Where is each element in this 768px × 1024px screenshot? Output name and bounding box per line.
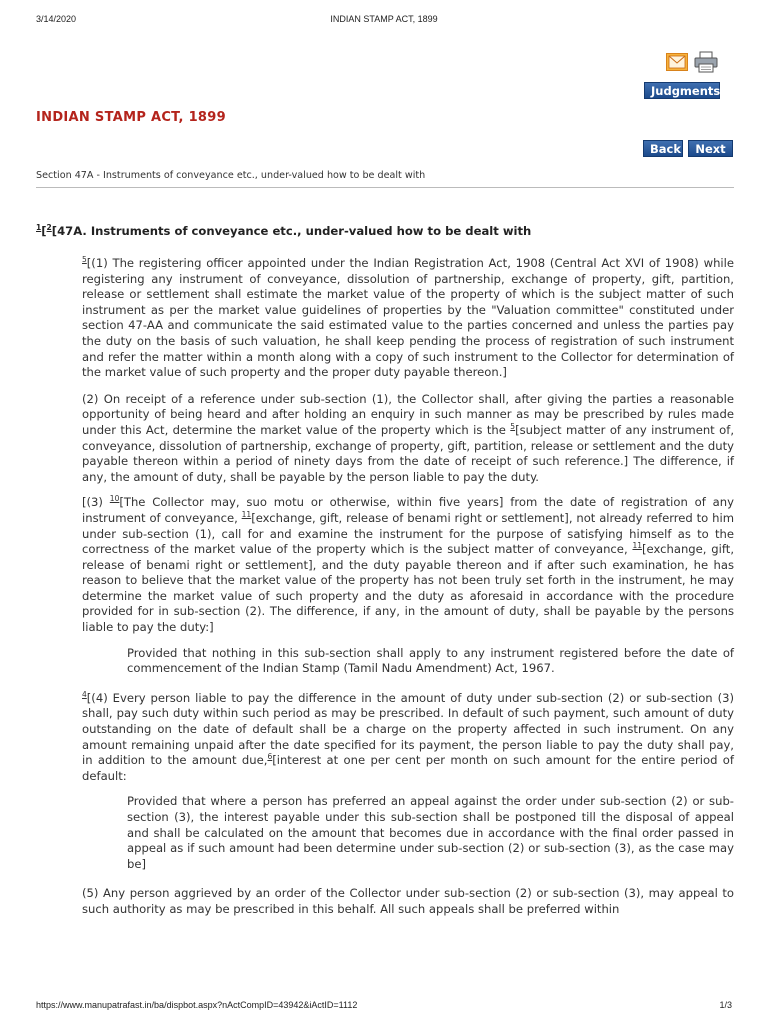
print-header [36,14,732,28]
print-icon[interactable] [694,51,718,73]
sub-section-3 [82,495,734,635]
back-button[interactable]: Back [643,140,683,157]
footnote-link[interactable]: 5 [510,422,516,432]
email-icon[interactable] [666,53,688,71]
footnote-link[interactable]: 1 [36,223,42,233]
print-title: INDIAN STAMP ACT, 1899 [330,14,438,24]
bracket: [ [41,224,47,238]
footnote-link[interactable]: 11 [632,541,643,551]
sub-section-1 [82,256,734,381]
print-footer [36,1000,732,1014]
divider [36,187,734,188]
print-date: 3/14/2020 [36,14,77,24]
paragraph-text: [exchange, gift, release of benami right or settlement], not already referred to him under sub-section (1), call for and examine the instrument for the purpose of satisfying himself as to the correctness of the market value of the property which is the subject matter of conveyance, [82,510,734,557]
footnote-link[interactable]: 5 [82,255,87,265]
bracket: [ [51,224,58,238]
sub-section-5: (5) Any person aggrieved by an order of the Collector under sub-section (2) or sub-section (3), may appeal to such authority as may be prescribed in this behalf. All such appeals shall be preferred within [82,886,734,916]
sub-section-4 [82,691,734,785]
paragraph-text: [exchange, gift, release of benami right or settlement], and the duty payable thereon and if after such examination, he has reason to believe that the market value of the property has not been truly set forth in the instrument, he may determine the market value of such property and the duty as aforesaid in accordance with the procedure provided for in sub-section (2). The difference, if any, in the amount of duty, shall be payable by the persons liable to pay the duty:] [82,542,734,635]
paragraph-text: [interest at one per cent per month on such amount for the entire period of default: [82,753,734,783]
page-number: 1/3 [719,1000,732,1010]
footnote-link[interactable]: 6 [267,752,273,762]
paragraph-text: [(1) The registering officer appointed under the Indian Registration Act, 1908 (Central Act XVI of 1908) while registering any instrument of conveyance, dissolution of partnership, exchange of property, gift, partition, release or settlement shall estimate the market value of the property of which is the subject matter of such instrument as per the market value guidelines of properties by the "Valuation committee" constituted under section 47-AA and communicate the said estimated value to the parties concerned and unless the parties pay the duty on the basis of such valuation, he shall keep pending the process of registration of such instrument and refer the matter within a month along with a copy of such instrument to the Collector for determination of the market value of such property and the proper duty payable thereon.] [82,256,734,380]
paragraph-text: [(3) [82,495,110,510]
sub-section-2 [82,392,734,486]
footnote-link[interactable]: 4 [82,689,87,699]
footnote-link[interactable]: 2 [46,223,52,233]
proviso: Provided that nothing in this sub-section shall apply to any instrument registered before the date of commencement of the Indian Stamp (Tamil Nadu Amendment) Act, 1967. [127,645,734,676]
proviso: Provided that where a person has preferred an appeal against the order under sub-section (2) or sub-section (3), the interest payable under this sub-section shall be postponed till the disposal of appeal and shall be calculated on the amount that becomes due in accordance with the final order passed in appeal as if such amount had been determine under sub-section (2) or sub-section (3), as the case may be] [127,794,734,871]
footnote-link[interactable]: 11 [241,510,252,520]
section-heading [36,224,531,238]
paragraph-text: (2) On receipt of a reference under sub-section (1), the Collector shall, after giving the parties a reasonable opportunity of being heard and after holding an enquiry in such manner as may be prescribed by rules made under this Act, determine the market value of the property which is the [82,391,734,437]
paragraph-text: [The Collector may, suo motu or otherwise, within five years] from the date of registration of any instrument of conveyance, [82,495,734,525]
act-title: INDIAN STAMP ACT, 1899 [36,110,226,125]
paragraph-text: [(4) Every person liable to pay the difference in the amount of duty under sub-section (2) or sub-section (3) shall, pay such duty within such period as may be prescribed. In default of such payment, such amount of duty outstanding on the date of default shall be a charge on the property affected in such instrument. On any amount remaining unpaid after the date specified for its payment, the person liable to pay the duty shall pay, in addition to the amount due, [82,690,734,768]
section-title: Section 47A - Instruments of conveyance etc., under-valued how to be dealt with [36,170,426,181]
page-url: https://www.manupatrafast.in/ba/dispbot.aspx?nActCompID=43942&iActID=1112 [36,1000,358,1010]
section-body [82,256,734,928]
paragraph-text: [subject matter of any instrument of, conveyance, dissolution of partnership, exchange of property, gift, partition, release or settlement and the duty payable thereon within a period of ninety days from the date of receipt of such reference.] The difference, if any, the amount of duty, shall be payable by the person liable to pay the duty. [82,422,734,484]
next-button[interactable]: Next [688,140,733,157]
footnote-link[interactable]: 10 [109,494,120,504]
judgments-button[interactable]: Judgments [644,82,720,99]
heading-text: 47A. Instruments of conveyance etc., under-valued how to be dealt with [57,224,532,238]
